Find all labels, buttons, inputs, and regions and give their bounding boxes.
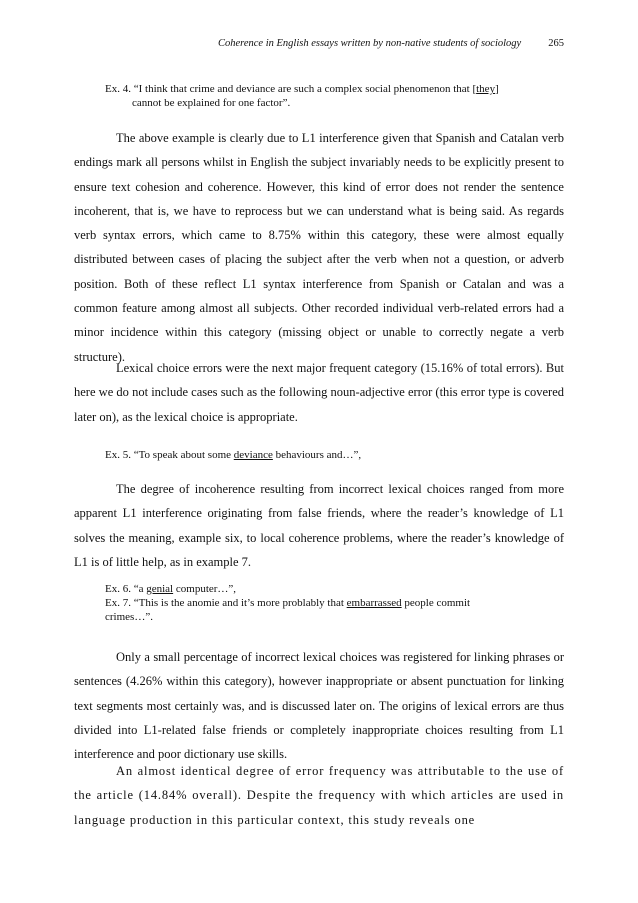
paragraph-1: The above example is clearly due to L1 interference given that Spanish and Catalan verb endings mark all persons whilst in English the subject invariably needs to be explicitly present to ensure text cohesion and coherence. However, this kind of error does not render the sentence incoherent, that is, we have to reprocess but we can understand what is being said. As regards verb syntax errors, which came to 8.75% within this category, these were almost equally distributed between cases of placing the subject after the verb when not a question, or adverb position. Both of these reflect L1 syntax interference from Spanish or Catalan and was a common feature among almost all subjects. Other recorded individual verb-related errors had a minor incidence within this category (missing object or unable to correctly negate a verb structure).	[74, 131, 564, 364]
paragraph-4: Only a small percentage of incorrect lexical choices was registered for linking phrases or sentences (4.26% within this category), however inappropriate or absent punctuation for linking text segments most certainly was, and is discussed later on. The origins of lexical errors are thus divided into L1-related false friends or completely inappropriate choices resulting from L1 interference and poor dictionary use skills.	[74, 650, 564, 762]
example-7-line-2: crimes…”.	[105, 611, 153, 623]
example-6: Ex. 6. “a genial computer…”,	[105, 583, 237, 595]
underlined-word: genial	[146, 583, 174, 595]
paragraph-2: Lexical choice errors were the next major frequent category (15.16% of total errors). But here we do not include cases such as the following noun-adjective error (this error type is covered later on), as the lexical choice is appropriate.	[74, 361, 564, 424]
page-number: 265	[548, 38, 564, 49]
example-7: Ex. 7. “This is the anomie and it’s more problably that embarrassed people commit	[105, 597, 471, 609]
example-4-line-2: cannot be explained for one factor”.	[132, 97, 291, 109]
examples-6-7	[105, 582, 565, 624]
paragraph-3: The degree of incoherence resulting from incorrect lexical choices ranged from more apparent L1 interference originating from false friends, where the reader’s knowledge of L1 solves the meaning, example six, to local coherence problems, where the reader’s knowledge of L1 is of little help, as in example 7.	[74, 482, 564, 569]
underlined-word: deviance	[233, 449, 273, 461]
example-4-line-1: Ex. 4. “I think that crime and deviance are such a complex social phenomenon that [they]	[105, 83, 499, 95]
paragraph-5: An almost identical degree of error frequency was attributable to the use of the article (14.84% overall). Despite the frequency with which articles are used in language production in this particular context, this study reveals one	[74, 764, 564, 827]
underlined-word: they	[476, 83, 496, 95]
running-header	[218, 38, 564, 49]
running-title: Coherence in English essays written by non-native students of sociology	[218, 38, 522, 49]
underlined-word: embarrassed	[346, 597, 402, 609]
example-4	[105, 82, 565, 110]
example-5: Ex. 5. “To speak about some deviance behaviours and…”,	[105, 449, 362, 461]
